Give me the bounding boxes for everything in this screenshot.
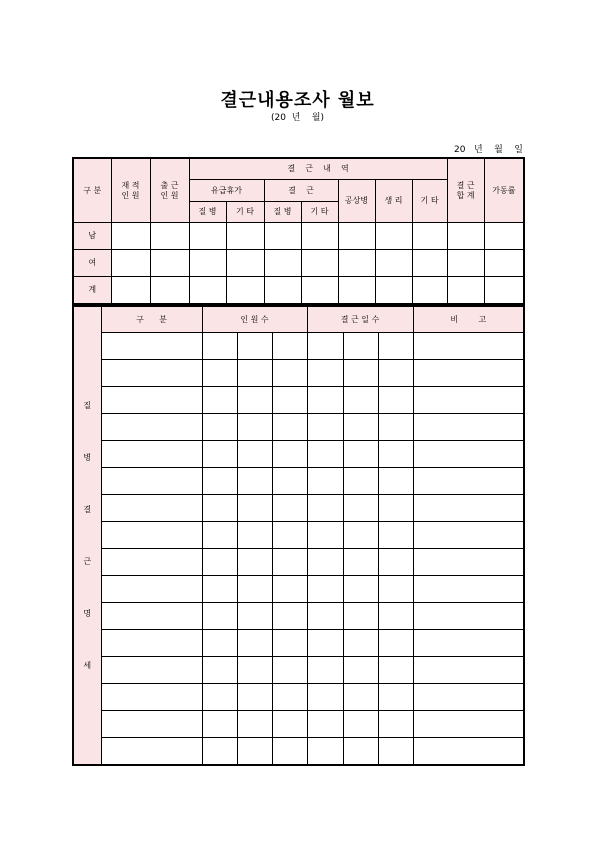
table-row [73,684,524,711]
data-cell[interactable] [272,657,307,684]
data-cell[interactable] [378,468,413,495]
data-cell[interactable] [378,657,413,684]
data-cell[interactable] [375,250,412,277]
data-cell[interactable] [264,223,301,250]
data-cell[interactable] [412,223,447,250]
data-cell[interactable] [413,711,524,738]
data-cell[interactable] [343,441,378,468]
remarks-header: 비 고 [413,306,524,333]
data-cell[interactable] [101,711,202,738]
data-cell[interactable] [343,711,378,738]
data-cell[interactable] [202,711,237,738]
data-cell[interactable] [413,441,524,468]
data-cell[interactable] [264,250,301,277]
data-cell[interactable] [272,360,307,387]
data-cell[interactable] [307,414,343,441]
data-cell[interactable] [413,738,524,766]
data-cell[interactable] [413,603,524,630]
data-cell[interactable] [378,738,413,766]
data-cell[interactable] [378,441,413,468]
data-cell[interactable] [447,250,484,277]
data-cell[interactable] [101,333,202,360]
data-cell[interactable] [226,277,264,305]
data-cell[interactable] [413,414,524,441]
table-row [73,414,524,441]
data-cell[interactable] [343,603,378,630]
data-cell[interactable] [413,576,524,603]
data-cell[interactable] [101,630,202,657]
data-cell[interactable] [343,684,378,711]
table-row [73,495,524,522]
data-cell[interactable] [272,387,307,414]
data-cell[interactable] [101,387,202,414]
data-cell[interactable] [101,441,202,468]
data-cell[interactable] [272,333,307,360]
data-cell[interactable] [343,657,378,684]
data-cell[interactable] [343,630,378,657]
data-cell[interactable] [301,223,338,250]
data-cell[interactable] [343,468,378,495]
table-row [73,223,524,250]
category-header: 구 분 [101,306,202,333]
data-cell[interactable] [226,250,264,277]
data-cell[interactable] [202,387,237,414]
page-title: 결근내용조사 월보 [220,90,375,111]
data-cell[interactable] [237,657,272,684]
period-subtitle: (20 년 월) [270,113,325,123]
data-cell[interactable] [412,250,447,277]
data-cell[interactable] [111,277,150,305]
data-cell[interactable] [202,603,237,630]
data-cell[interactable] [343,576,378,603]
attending-header: 출 근 인 원 [150,158,189,223]
data-cell[interactable] [378,387,413,414]
data-cell[interactable] [413,684,524,711]
data-cell[interactable] [378,630,413,657]
data-cell[interactable] [413,630,524,657]
data-cell[interactable] [237,630,272,657]
data-cell[interactable] [202,495,237,522]
data-cell[interactable] [307,684,343,711]
data-cell[interactable] [202,738,237,766]
table-row [73,360,524,387]
data-cell[interactable] [202,333,237,360]
data-cell[interactable] [307,549,343,576]
data-cell[interactable] [301,250,338,277]
absence-sickness-header: 질 병 [264,202,301,223]
data-cell[interactable] [101,684,202,711]
data-cell[interactable] [101,495,202,522]
data-cell[interactable] [378,549,413,576]
table-row [73,277,524,305]
data-cell[interactable] [447,223,484,250]
data-cell[interactable] [307,522,343,549]
data-cell[interactable] [101,603,202,630]
data-cell[interactable] [378,711,413,738]
data-cell[interactable] [272,576,307,603]
data-cell[interactable] [202,657,237,684]
data-cell[interactable] [237,333,272,360]
menstrual-header: 생 리 [375,180,412,223]
data-cell[interactable] [343,360,378,387]
table-row [73,738,524,766]
sickness-absence-detail-table [72,305,525,766]
data-cell[interactable] [189,277,226,305]
data-cell[interactable] [226,223,264,250]
data-cell[interactable] [237,738,272,766]
data-cell[interactable] [237,387,272,414]
data-cell[interactable] [378,333,413,360]
data-cell[interactable] [111,250,150,277]
data-cell[interactable] [202,549,237,576]
data-cell[interactable] [307,468,343,495]
data-cell[interactable] [101,360,202,387]
table-row [73,657,524,684]
absence-total-header: 결 근 합 계 [447,158,484,223]
data-cell[interactable] [413,360,524,387]
table-row [73,522,524,549]
data-cell[interactable] [307,738,343,766]
data-cell[interactable] [189,250,226,277]
data-cell[interactable] [237,360,272,387]
data-cell[interactable] [413,333,524,360]
data-cell[interactable] [343,522,378,549]
data-cell[interactable] [150,250,189,277]
data-cell[interactable] [150,277,189,305]
data-cell[interactable] [272,738,307,766]
data-cell[interactable] [237,549,272,576]
data-cell[interactable] [237,576,272,603]
data-cell[interactable] [484,277,524,305]
data-cell[interactable] [101,522,202,549]
table-row [73,576,524,603]
data-cell[interactable] [307,630,343,657]
data-cell[interactable] [101,738,202,766]
data-cell[interactable] [343,387,378,414]
data-cell[interactable] [202,441,237,468]
data-cell[interactable] [343,414,378,441]
data-cell[interactable] [307,333,343,360]
data-cell[interactable] [101,657,202,684]
data-cell[interactable] [378,576,413,603]
data-cell[interactable] [301,277,338,305]
paid-leave-other-header: 기 타 [226,202,264,223]
data-cell[interactable] [202,684,237,711]
data-cell[interactable] [413,522,524,549]
data-cell[interactable] [343,333,378,360]
data-cell[interactable] [413,495,524,522]
data-cell[interactable] [272,414,307,441]
data-cell[interactable] [307,576,343,603]
report-date: 20 년 월 일 [453,145,523,155]
table-row [73,441,524,468]
data-cell[interactable] [338,223,375,250]
data-cell[interactable] [378,684,413,711]
data-cell[interactable] [202,414,237,441]
data-cell[interactable] [447,277,484,305]
absence-summary-table [72,157,525,305]
table-row [73,333,524,360]
data-cell[interactable] [237,468,272,495]
data-cell[interactable] [101,414,202,441]
data-cell[interactable] [343,495,378,522]
data-cell[interactable] [202,360,237,387]
row-label-total: 계 [73,277,111,305]
side-label: 질 병 결 근 명 세 [73,306,101,765]
table-row [73,250,524,277]
data-cell[interactable] [378,603,413,630]
data-cell[interactable] [307,711,343,738]
other-header: 기 타 [412,180,447,223]
data-cell[interactable] [272,549,307,576]
data-cell[interactable] [413,549,524,576]
data-cell[interactable] [202,522,237,549]
data-cell[interactable] [101,468,202,495]
data-cell[interactable] [413,387,524,414]
data-cell[interactable] [264,277,301,305]
table-row [73,630,524,657]
table-row [73,711,524,738]
data-cell[interactable] [378,360,413,387]
absence-details-header: 결 근 내 역 [189,158,447,180]
absence-days-header: 결 근 일 수 [307,306,413,333]
data-cell[interactable] [272,684,307,711]
data-cell[interactable] [413,468,524,495]
data-cell[interactable] [343,738,378,766]
table-row [73,387,524,414]
enrolled-header: 재 적 인 원 [111,158,150,223]
data-cell[interactable] [272,441,307,468]
data-cell[interactable] [150,223,189,250]
row-label-female: 여 [73,250,111,277]
data-cell[interactable] [272,522,307,549]
table-row [73,468,524,495]
data-cell[interactable] [237,603,272,630]
data-cell[interactable] [307,603,343,630]
data-cell[interactable] [272,711,307,738]
data-cell[interactable] [338,277,375,305]
data-cell[interactable] [237,684,272,711]
data-cell[interactable] [202,576,237,603]
data-cell[interactable] [378,495,413,522]
data-cell[interactable] [272,630,307,657]
data-cell[interactable] [484,250,524,277]
absence-other-header: 기 타 [301,202,338,223]
row-label-male: 남 [73,223,111,250]
paid-leave-header: 유급휴가 [189,180,264,202]
occupational-disease-header: 공상병 [338,180,375,223]
table-row [73,549,524,576]
data-cell[interactable] [307,387,343,414]
data-cell[interactable] [272,495,307,522]
data-cell[interactable] [412,277,447,305]
data-cell[interactable] [237,414,272,441]
data-cell[interactable] [237,495,272,522]
data-cell[interactable] [307,441,343,468]
data-cell[interactable] [101,549,202,576]
data-cell[interactable] [375,277,412,305]
data-cell[interactable] [202,630,237,657]
data-cell[interactable] [237,711,272,738]
data-cell[interactable] [272,603,307,630]
data-cell[interactable] [413,657,524,684]
table-row [73,603,524,630]
paid-leave-sickness-header: 질 병 [189,202,226,223]
operation-rate-header: 가동률 [484,158,524,223]
data-cell[interactable] [237,522,272,549]
data-cell[interactable] [378,522,413,549]
data-cell[interactable] [307,360,343,387]
headcount-header: 인 원 수 [202,306,307,333]
data-cell[interactable] [378,414,413,441]
data-cell[interactable] [343,549,378,576]
data-cell[interactable] [484,223,524,250]
absence-header: 결 근 [264,180,338,202]
data-cell[interactable] [375,223,412,250]
data-cell[interactable] [272,468,307,495]
data-cell[interactable] [189,223,226,250]
data-cell[interactable] [101,576,202,603]
data-cell[interactable] [202,468,237,495]
data-cell[interactable] [338,250,375,277]
data-cell[interactable] [111,223,150,250]
data-cell[interactable] [307,495,343,522]
category-header: 구 분 [73,158,111,223]
data-cell[interactable] [237,441,272,468]
data-cell[interactable] [307,657,343,684]
